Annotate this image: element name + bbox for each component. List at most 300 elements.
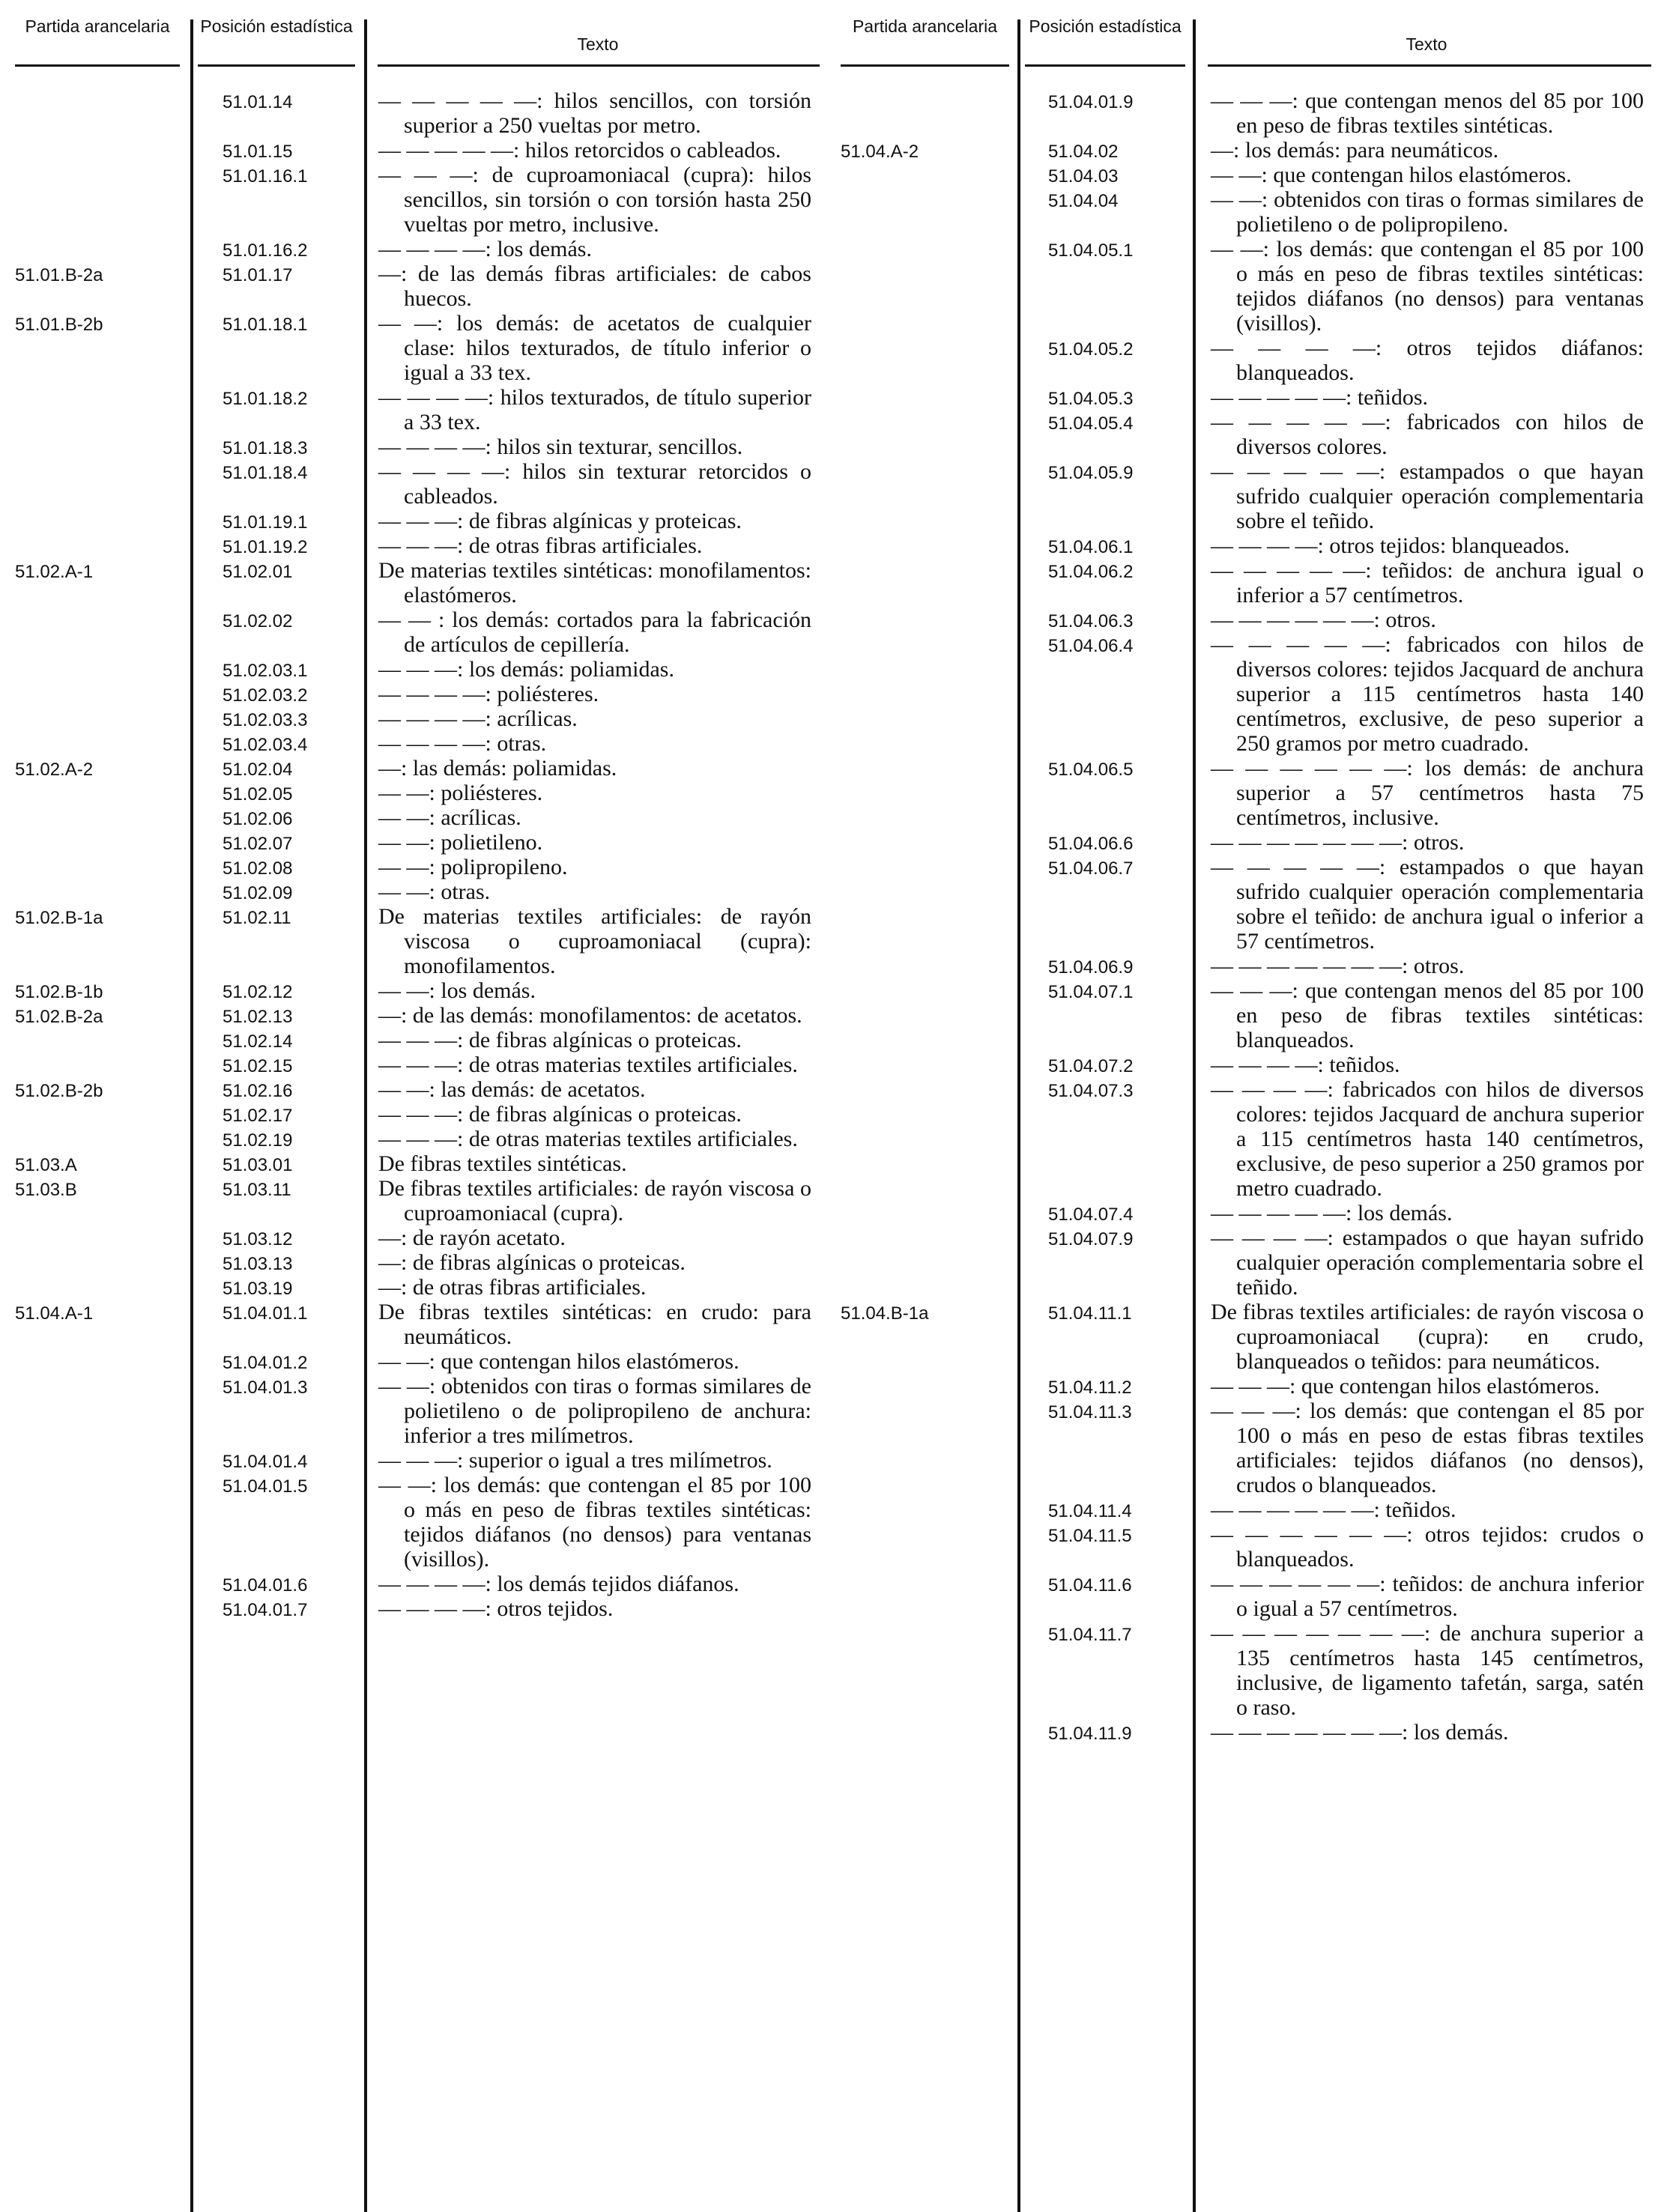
posicion-cell: 51.04.02: [1048, 142, 1119, 162]
texto-text: — — —: de fibras algínicas o proteicas.: [378, 1102, 742, 1127]
table-row: [15, 1349, 832, 1374]
texto-text: — —: que contengan hilos elastómeros.: [378, 1349, 739, 1374]
texto-cell: [1211, 1300, 1644, 1374]
texto-cell: [378, 237, 811, 261]
table-row: [15, 978, 832, 1003]
texto-text: — —: los demás.: [378, 978, 536, 1003]
table-row: [15, 1127, 832, 1151]
texto-cell: [378, 533, 811, 558]
table-row: [841, 756, 1657, 830]
texto-text: — —: los demás: de acetatos de cualquier clase: hilos texturados, de título inferior o igual a 33 tex.: [378, 311, 811, 385]
texto-cell: [378, 1151, 811, 1176]
partida-cell: 51.02.A-1: [15, 562, 94, 582]
posicion-cell: 51.01.17: [223, 265, 293, 285]
table-row: [15, 607, 832, 657]
texto-text: — — — —: otros tejidos.: [378, 1596, 614, 1621]
table-row: [841, 830, 1657, 855]
posicion-cell: 51.01.18.2: [223, 389, 308, 409]
table-row: [841, 1225, 1657, 1300]
texto-text: — — — — — — —: de anchura superior a 135 centímetros hasta 145 centímetros, inclusive, de ligamento tafetán, sarga, satén o raso.: [1211, 1621, 1644, 1720]
texto-text: — — — — —: hilos retorcidos o cableados.: [378, 138, 781, 163]
table-row: [15, 904, 832, 978]
texto-cell: [378, 805, 811, 830]
table-row: [841, 336, 1657, 385]
texto-text: — — — —: los demás tejidos diáfanos.: [378, 1572, 739, 1596]
texto-text: De materias textiles sintéticas: monofilamentos: elastómeros.: [378, 558, 811, 607]
table-row: [15, 88, 832, 138]
posicion-cell: 51.02.06: [223, 809, 293, 829]
texto-cell: [378, 1127, 811, 1151]
posicion-cell: 51.04.05.2: [1048, 339, 1134, 360]
table-row: [841, 1077, 1657, 1201]
texto-text: De materias textiles artificiales: de rayón viscosa o cuproamoniacal (cupra): monofilamentos.: [378, 904, 811, 978]
table-row: [15, 731, 832, 756]
texto-text: — — — —: los demás.: [378, 237, 592, 261]
posicion-cell: 51.04.07.3: [1048, 1081, 1134, 1101]
posicion-cell: 51.02.16: [223, 1081, 293, 1101]
table-row: [15, 1275, 832, 1300]
texto-text: — — — — —: fabricados con hilos de diversos colores: tejidos Jacquard de anchura superior a 115 centímetros hasta 140 centímetros, exclusive, de peso superior a 250 gramos por metro cuadrado.: [1211, 632, 1644, 756]
table-row: [15, 533, 832, 558]
table-row: [15, 1596, 832, 1621]
posicion-cell: 51.03.11: [223, 1180, 291, 1200]
texto-text: — — — — — — —: otros.: [1211, 830, 1465, 855]
texto-text: — — — —: hilos sin texturar, sencillos.: [378, 434, 743, 459]
texto-text: — — —: de fibras algínicas o proteicas.: [378, 1028, 742, 1052]
header-posicion: Posición estadística: [200, 16, 353, 36]
texto-text: — —: otras.: [378, 879, 491, 904]
table-row: [841, 1522, 1657, 1572]
texto-cell: [1211, 459, 1644, 533]
texto-cell: [378, 682, 811, 706]
table-row: [15, 459, 832, 509]
partida-cell: 51.03.B: [15, 1180, 77, 1200]
posicion-cell: 51.04.11.6: [1048, 1575, 1132, 1596]
texto-cell: [1211, 558, 1644, 607]
table-row: [15, 163, 832, 237]
posicion-cell: 51.04.07.2: [1048, 1056, 1134, 1076]
texto-cell: [378, 904, 811, 978]
partida-cell: 51.01.B-2a: [15, 265, 103, 285]
texto-cell: [378, 756, 811, 781]
texto-cell: [378, 1003, 811, 1028]
texto-text: — — —: de otras fibras artificiales.: [378, 533, 703, 558]
texto-text: — — — — — —: otros.: [1211, 607, 1436, 632]
table-body: [15, 88, 832, 1621]
texto-text: De fibras textiles sintéticas: en crudo: para neumáticos.: [378, 1300, 811, 1349]
partida-cell: 51.04.B-1a: [841, 1303, 929, 1324]
texto-cell: [1211, 632, 1644, 756]
texto-text: — — — — —: estampados o que hayan sufrido cualquier operación complementaria sobre el teñido.: [1211, 459, 1644, 533]
table-row: [15, 1225, 832, 1250]
table-row: [15, 805, 832, 830]
table-row: [841, 954, 1657, 978]
texto-text: —: de fibras algínicas o proteicas.: [378, 1250, 686, 1275]
posicion-cell: 51.04.06.6: [1048, 834, 1134, 854]
header-rule: [1025, 64, 1185, 67]
table-row: [15, 1448, 832, 1473]
table-row: [15, 558, 832, 607]
posicion-cell: 51.04.11.7: [1048, 1625, 1132, 1645]
texto-cell: [378, 657, 811, 682]
texto-cell: [378, 1473, 811, 1572]
texto-cell: [378, 1077, 811, 1102]
texto-cell: [378, 1176, 811, 1225]
header-partida: Partida arancelaria: [25, 16, 170, 36]
table-row: [841, 533, 1657, 558]
table-row: [15, 1028, 832, 1052]
texto-text: — — — — —: los demás.: [1211, 1201, 1453, 1225]
posicion-cell: 51.04.06.1: [1048, 537, 1134, 557]
texto-cell: [1211, 1374, 1644, 1399]
texto-cell: [1211, 410, 1644, 459]
texto-text: — — —: de otras materias textiles artificiales.: [378, 1052, 798, 1077]
table-row: [15, 879, 832, 904]
posicion-cell: 51.02.03.2: [223, 685, 308, 706]
posicion-cell: 51.04.11.2: [1048, 1378, 1132, 1398]
texto-text: —: de las demás: monofilamentos: de acetatos.: [378, 1003, 802, 1028]
texto-text: — — — —: hilos sin texturar retorcidos o cableados.: [378, 459, 811, 509]
texto-text: De fibras textiles artificiales: de rayón viscosa o cuproamoniacal (cupra): en crudo, blanqueados o teñidos: para neumáticos.: [1211, 1300, 1644, 1374]
posicion-cell: 51.02.11: [223, 908, 291, 928]
posicion-cell: 51.03.12: [223, 1229, 293, 1249]
texto-text: — —: acrílicas.: [378, 805, 521, 830]
texto-text: — — — — —: teñidos.: [1211, 385, 1428, 410]
posicion-cell: 51.04.05.4: [1048, 413, 1134, 434]
texto-cell: [378, 879, 811, 904]
texto-text: — — —: de cuproamoniacal (cupra): hilos sencillos, sin torsión o con torsión hasta 250 vueltas por metro, inclusive.: [378, 163, 811, 237]
texto-text: — — —: de otras materias textiles artificiales.: [378, 1127, 798, 1151]
posicion-cell: 51.04.07.1: [1048, 982, 1134, 1002]
texto-text: — —: las demás: de acetatos.: [378, 1077, 646, 1102]
texto-text: — — —: de fibras algínicas y proteicas.: [378, 509, 742, 533]
texto-cell: [1211, 1572, 1644, 1621]
texto-text: — — — —: poliésteres.: [378, 682, 599, 706]
texto-cell: [378, 261, 811, 311]
posicion-cell: 51.02.04: [223, 760, 293, 780]
table-row: [15, 1151, 832, 1176]
texto-cell: [1211, 163, 1644, 187]
posicion-cell: 51.01.15: [223, 142, 293, 162]
texto-cell: [378, 855, 811, 879]
table-body: [841, 88, 1657, 1745]
posicion-cell: 51.02.03.4: [223, 735, 308, 755]
texto-text: — — — — —: hilos sencillos, con torsión superior a 250 vueltas por metro.: [378, 88, 811, 138]
texto-text: —: de las demás fibras artificiales: de cabos huecos.: [378, 261, 811, 311]
posicion-cell: 51.04.06.2: [1048, 562, 1134, 582]
posicion-cell: 51.02.07: [223, 834, 293, 854]
table-row: [841, 1300, 1657, 1374]
texto-cell: [1211, 607, 1644, 632]
posicion-cell: 51.04.04: [1048, 191, 1119, 211]
table-row: [841, 978, 1657, 1052]
texto-cell: [378, 1596, 811, 1621]
texto-cell: [1211, 385, 1644, 410]
texto-text: — —: poliésteres.: [378, 781, 543, 805]
texto-text: — — —: que contengan menos del 85 por 100 en peso de fibras textiles sintéticas.: [1211, 88, 1644, 138]
table-row: [15, 1102, 832, 1127]
texto-text: — — — —: otros tejidos diáfanos: blanqueados.: [1211, 336, 1644, 385]
posicion-cell: 51.04.11.4: [1048, 1501, 1132, 1521]
table-row: [15, 657, 832, 682]
table-row: [15, 509, 832, 533]
texto-cell: [378, 1349, 811, 1374]
texto-text: —: de rayón acetato.: [378, 1225, 566, 1250]
posicion-cell: 51.04.06.3: [1048, 611, 1134, 631]
texto-text: — — —: que contengan hilos elastómeros.: [1211, 1374, 1600, 1399]
posicion-cell: 51.04.06.9: [1048, 957, 1134, 978]
texto-text: — — — —: hilos texturados, de título superior a 33 tex.: [378, 385, 811, 434]
texto-cell: [1211, 187, 1644, 237]
table-row: [841, 1399, 1657, 1497]
posicion-cell: 51.04.07.9: [1048, 1229, 1134, 1249]
texto-cell: [378, 830, 811, 855]
texto-cell: [378, 607, 811, 657]
partida-cell: 51.04.A-1: [15, 1303, 94, 1324]
posicion-cell: 51.02.03.1: [223, 661, 308, 681]
table-row: [15, 682, 832, 706]
texto-cell: [1211, 88, 1644, 138]
texto-cell: [1211, 855, 1644, 954]
posicion-cell: 51.02.02: [223, 611, 293, 631]
partida-cell: 51.02.B-2a: [15, 1007, 103, 1027]
table-row: [841, 237, 1657, 336]
posicion-cell: 51.04.11.3: [1048, 1402, 1132, 1422]
texto-cell: [1211, 1720, 1644, 1745]
texto-cell: [1211, 954, 1644, 978]
posicion-cell: 51.02.05: [223, 784, 293, 804]
texto-cell: [378, 1052, 811, 1077]
posicion-cell: 51.02.17: [223, 1106, 293, 1126]
texto-cell: [1211, 1497, 1644, 1522]
table-row: [841, 1621, 1657, 1720]
header-texto: Texto: [577, 34, 619, 54]
posicion-cell: 51.04.01.4: [223, 1452, 308, 1472]
posicion-cell: 51.03.19: [223, 1279, 293, 1299]
texto-text: — — — — — —: otros tejidos: crudos o blanqueados.: [1211, 1522, 1644, 1572]
texto-cell: [378, 558, 811, 607]
texto-cell: [378, 88, 811, 138]
posicion-cell: 51.02.09: [223, 883, 293, 903]
table-row: [15, 1572, 832, 1596]
table-row: [841, 1720, 1657, 1745]
texto-text: — — — — — —: los demás: de anchura superior a 57 centímetros hasta 75 centímetros, inclusive.: [1211, 756, 1644, 830]
header-rule: [15, 64, 180, 67]
table-row: [15, 706, 832, 731]
texto-text: —: de otras fibras artificiales.: [378, 1275, 647, 1300]
posicion-cell: 51.01.16.1: [223, 166, 308, 187]
table-row: [15, 1077, 832, 1102]
texto-text: —: los demás: para neumáticos.: [1211, 138, 1499, 163]
texto-text: — — —: los demás: poliamidas.: [378, 657, 674, 682]
table-row: [15, 830, 832, 855]
texto-text: — —: polietileno.: [378, 830, 543, 855]
posicion-cell: 51.01.18.3: [223, 438, 308, 458]
texto-text: De fibras textiles artificiales: de rayón viscosa o cuproamoniacal (cupra).: [378, 1176, 811, 1225]
table-row: [15, 1003, 832, 1028]
right-column-table: [841, 0, 1657, 2212]
texto-cell: [378, 1275, 811, 1300]
texto-text: — — — —: fabricados con hilos de diversos colores: tejidos Jacquard de anchura superior a 115 centímetros hasta 140 centímetros, exclusive, de peso superior a 250 gramos por metro cuadrado.: [1211, 1077, 1644, 1201]
texto-text: — — — —: otros tejidos: blanqueados.: [1211, 533, 1570, 558]
texto-text: — — — — —: estampados o que hayan sufrido cualquier operación complementaria sobre el teñido: de anchura igual o inferior a 57 centímetros.: [1211, 855, 1644, 954]
texto-cell: [378, 1572, 811, 1596]
texto-cell: [1211, 1201, 1644, 1225]
texto-text: — — — —: otras.: [378, 731, 547, 756]
table-row: [15, 237, 832, 261]
table-row: [15, 1300, 832, 1349]
table-row: [15, 434, 832, 459]
posicion-cell: 51.04.11.1: [1048, 1303, 1132, 1324]
texto-text: — — — — — —: teñidos: de anchura inferior o igual a 57 centímetros.: [1211, 1572, 1644, 1621]
texto-cell: [378, 509, 811, 533]
texto-cell: [378, 731, 811, 756]
texto-text: — — —: que contengan menos del 85 por 100 en peso de fibras textiles sintéticas: blanqueados.: [1211, 978, 1644, 1052]
partida-cell: 51.01.B-2b: [15, 315, 103, 335]
texto-cell: [378, 978, 811, 1003]
partida-cell: 51.02.B-2b: [15, 1081, 103, 1101]
table-row: [15, 756, 832, 781]
texto-text: —: las demás: poliamidas.: [378, 756, 617, 781]
posicion-cell: 51.02.03.3: [223, 710, 308, 730]
texto-cell: [378, 706, 811, 731]
table-row: [841, 855, 1657, 954]
texto-cell: [1211, 756, 1644, 830]
texto-text: — —: los demás: que contengan el 85 por 100 o más en peso de fibras textiles sintéticas: tejidos diáfanos (no densos) para ventanas (visillos).: [378, 1473, 811, 1572]
texto-cell: [1211, 1225, 1644, 1300]
posicion-cell: 51.02.12: [223, 982, 293, 1002]
posicion-cell: 51.03.13: [223, 1254, 293, 1274]
texto-cell: [378, 1300, 811, 1349]
texto-text: — — — —: estampados o que hayan sufrido cualquier operación complementaria sobre el teñido.: [1211, 1225, 1644, 1300]
table-row: [841, 1374, 1657, 1399]
table-row: [15, 1176, 832, 1225]
partida-cell: 51.04.A-2: [841, 142, 919, 162]
texto-cell: [1211, 830, 1644, 855]
table-row: [841, 459, 1657, 533]
texto-text: — — : los demás: cortados para la fabricación de artículos de cepillería.: [378, 607, 811, 657]
texto-text: — — — — — —: teñidos.: [1211, 1497, 1456, 1522]
header-rule: [378, 64, 820, 67]
table-row: [841, 632, 1657, 756]
table-row: [15, 781, 832, 805]
posicion-cell: 51.04.01.9: [1048, 92, 1134, 112]
posicion-cell: 51.02.01: [223, 562, 293, 582]
texto-cell: [378, 434, 811, 459]
texto-text: — — — —: acrílicas.: [378, 706, 578, 731]
partida-cell: 51.02.B-1b: [15, 982, 103, 1002]
posicion-cell: 51.04.11.5: [1048, 1526, 1132, 1546]
posicion-cell: 51.02.14: [223, 1031, 293, 1052]
texto-cell: [378, 163, 811, 237]
texto-cell: [1211, 1522, 1644, 1572]
table-row: [15, 311, 832, 385]
table-row: [15, 1052, 832, 1077]
posicion-cell: 51.04.01.5: [223, 1476, 308, 1497]
header-rule: [841, 64, 1009, 67]
table-row: [15, 1374, 832, 1448]
left-column-table: [15, 0, 832, 2212]
table-row: [841, 187, 1657, 237]
texto-cell: [378, 1250, 811, 1275]
table-row: [841, 88, 1657, 138]
table-row: [841, 410, 1657, 459]
texto-text: — —: los demás: que contengan el 85 por 100 o más en peso de fibras textiles sintéticas: tejidos diáfanos (no densos) para ventanas (visillos).: [1211, 237, 1644, 336]
posicion-cell: 51.01.14: [223, 92, 293, 112]
posicion-cell: 51.04.01.1: [223, 1303, 308, 1324]
posicion-cell: 51.04.11.9: [1048, 1724, 1132, 1744]
posicion-cell: 51.04.03: [1048, 166, 1119, 187]
texto-text: — —: que contengan hilos elastómeros.: [1211, 163, 1572, 187]
table-row: [841, 1201, 1657, 1225]
texto-cell: [1211, 1077, 1644, 1201]
table-row: [15, 261, 832, 311]
partida-cell: 51.02.B-1a: [15, 908, 103, 928]
posicion-cell: 51.02.13: [223, 1007, 293, 1027]
posicion-cell: 51.04.07.4: [1048, 1205, 1134, 1225]
header-partida: Partida arancelaria: [852, 16, 998, 36]
header-rule: [1208, 64, 1651, 67]
texto-cell: [378, 138, 811, 163]
posicion-cell: 51.01.19.2: [223, 537, 308, 557]
texto-cell: [1211, 1621, 1644, 1720]
texto-text: — — — —: teñidos.: [1211, 1052, 1400, 1077]
texto-text: — —: obtenidos con tiras o formas similares de polietileno o de polipropileno de anchura: inferior a tres milímetros.: [378, 1374, 811, 1448]
texto-cell: [378, 1448, 811, 1473]
partida-cell: 51.02.A-2: [15, 760, 94, 780]
texto-text: — — —: superior o igual a tres milímetros.: [378, 1448, 772, 1473]
texto-cell: [1211, 1399, 1644, 1497]
texto-text: De fibras textiles sintéticas.: [378, 1151, 627, 1176]
posicion-cell: 51.04.05.3: [1048, 389, 1134, 409]
texto-cell: [1211, 336, 1644, 385]
posicion-cell: 51.02.19: [223, 1130, 293, 1151]
table-row: [841, 1497, 1657, 1522]
texto-cell: [1211, 138, 1644, 163]
texto-cell: [378, 385, 811, 434]
texto-cell: [378, 1374, 811, 1448]
partida-cell: 51.03.A: [15, 1155, 77, 1175]
posicion-cell: 51.01.18.1: [223, 315, 308, 335]
table-row: [841, 1052, 1657, 1077]
texto-cell: [378, 311, 811, 385]
table-row: [15, 1473, 832, 1572]
posicion-cell: 51.01.19.1: [223, 512, 308, 533]
texto-text: — —: polipropileno.: [378, 855, 568, 879]
table-row: [841, 1572, 1657, 1621]
table-row: [841, 385, 1657, 410]
table-row: [15, 138, 832, 163]
posicion-cell: 51.04.06.7: [1048, 858, 1134, 879]
posicion-cell: 51.04.05.9: [1048, 463, 1134, 483]
texto-cell: [378, 1225, 811, 1250]
table-row: [841, 607, 1657, 632]
texto-cell: [378, 1102, 811, 1127]
texto-text: — — —: los demás: que contengan el 85 por 100 o más en peso de estas fibras textiles artificiales: tejidos diáfanos (no densos), crudos o blanqueados.: [1211, 1399, 1644, 1497]
texto-text: — — — — — — —: los demás.: [1211, 1720, 1509, 1745]
posicion-cell: 51.04.01.6: [223, 1575, 308, 1596]
texto-text: — —: obtenidos con tiras o formas similares de polietileno o de polipropileno.: [1211, 187, 1644, 237]
posicion-cell: 51.04.06.5: [1048, 760, 1134, 780]
posicion-cell: 51.04.06.4: [1048, 636, 1134, 656]
texto-text: — — — — —: teñidos: de anchura igual o inferior a 57 centímetros.: [1211, 558, 1644, 607]
posicion-cell: 51.01.18.4: [223, 463, 308, 483]
header-rule: [198, 64, 355, 67]
texto-text: — — — — — — —: otros.: [1211, 954, 1465, 978]
table-row: [15, 855, 832, 879]
texto-text: — — — — —: fabricados con hilos de diversos colores.: [1211, 410, 1644, 459]
table-row: [15, 1250, 832, 1275]
